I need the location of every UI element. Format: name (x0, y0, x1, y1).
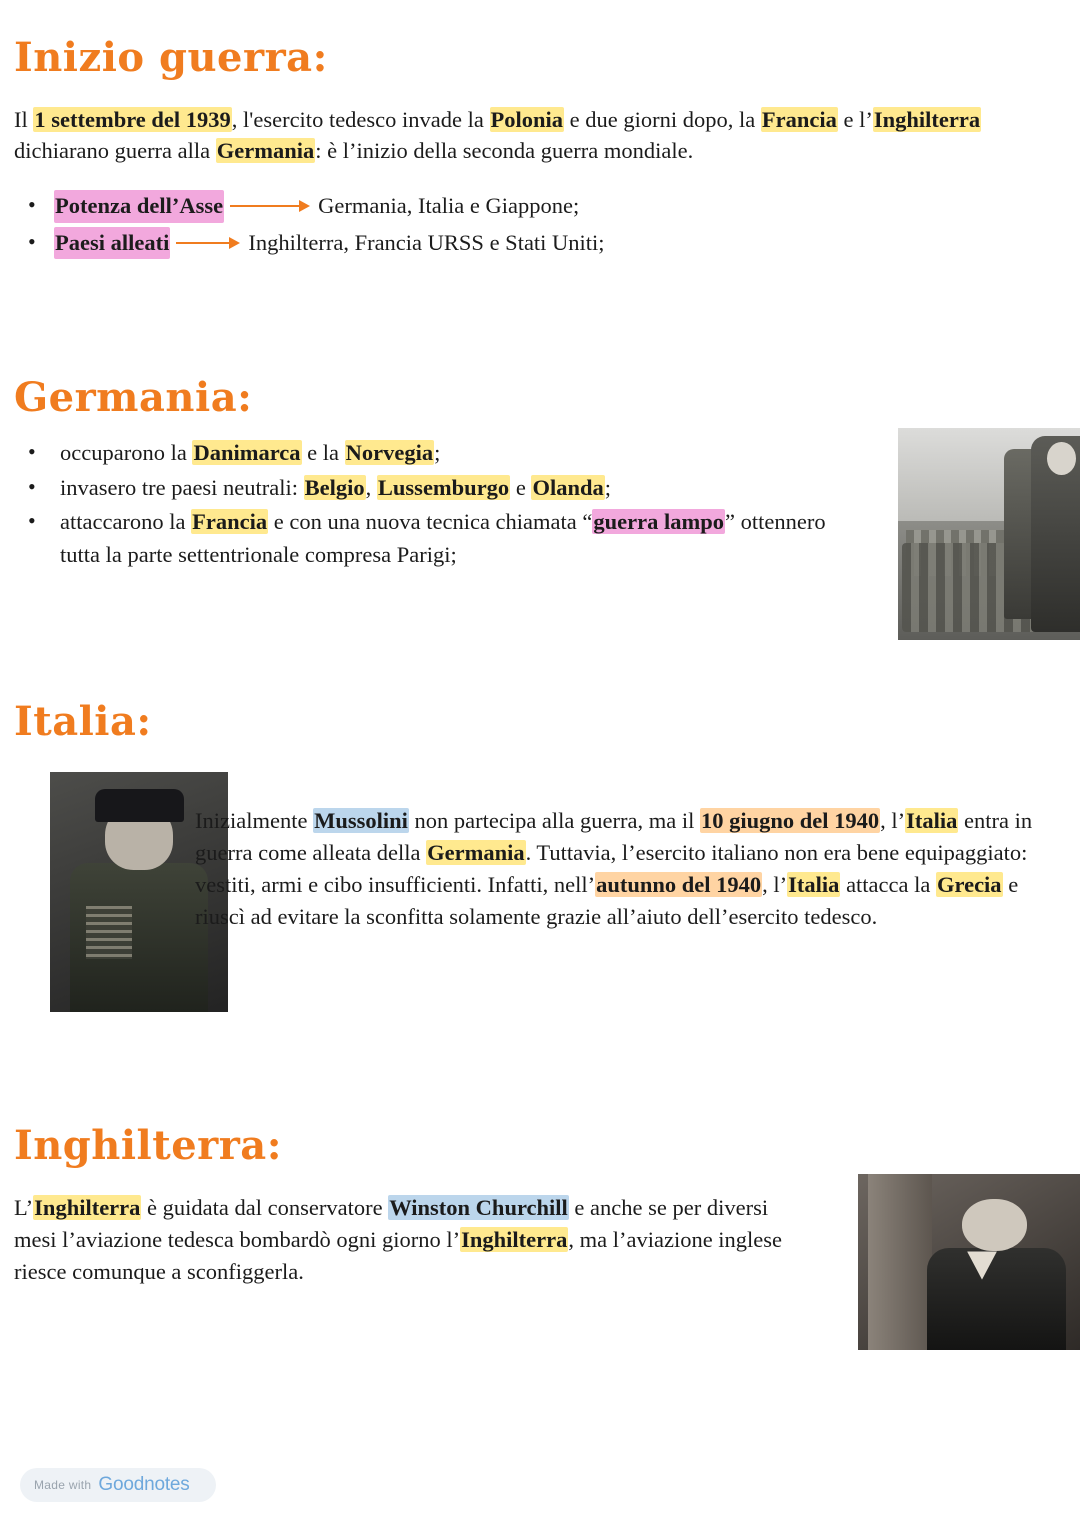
goodnotes-watermark (20, 1468, 216, 1502)
highlight-date-1939: 1 settembre del 1939 (34, 106, 231, 132)
section-inghilterra (14, 1122, 814, 1311)
highlight-francia: Francia (192, 509, 268, 535)
highlight-italia: Italia (906, 807, 958, 833)
text-fragment: non partecipa alla guerra, ma il (408, 807, 700, 833)
text-fragment: e la (301, 440, 345, 465)
heading-inizio-guerra: Inizio guerra: (14, 34, 328, 81)
photo-cap (95, 789, 184, 823)
text-fragment: entra in guerra come alleata della (195, 807, 1033, 865)
value-paesi-alleati: Inghilterra, Francia URSS e Stati Uniti; (248, 229, 605, 255)
arrow-right-icon (176, 242, 238, 244)
label-potenza-asse: • Potenza dell’Asse (54, 190, 224, 223)
list-item (14, 506, 864, 571)
highlight-date-10-giugno-1940: 10 giugno del 1940 (700, 807, 880, 833)
text-fragment: ; (434, 440, 441, 465)
section-germania (14, 374, 864, 574)
list-item (14, 437, 864, 470)
text-fragment: invasero tre paesi neutrali: (60, 474, 304, 500)
highlight-francia: Francia (761, 106, 837, 132)
list-item (14, 472, 864, 505)
text-fragment: e l’ (837, 106, 873, 132)
paragraph-italia (195, 805, 1035, 934)
highlight-germania: Germania (427, 839, 525, 865)
text-fragment: : è l’inizio della seconda guerra mondiale. (315, 138, 694, 164)
photo-officer-main (1031, 436, 1080, 631)
text-fragment: Inizialmente (195, 807, 314, 833)
text-fragment: e con una nuova tecnica chiamata “ (268, 509, 593, 535)
photo-suit (927, 1248, 1066, 1350)
text-fragment: attaccarono la (60, 509, 192, 535)
section-italia (14, 698, 1064, 759)
label-paesi-alleati: • Paesi alleati (54, 227, 170, 260)
highlight-mussolini: Mussolini (314, 807, 408, 833)
highlight-lussemburgo: Lussemburgo (377, 474, 510, 500)
text-fragment: è guidata dal conservatore (141, 1194, 389, 1220)
text-fragment: , ma l’aviazione inglese riesce comunque a sconfiggerla. (14, 1226, 783, 1284)
highlight-norvegia: Norvegia (345, 440, 434, 465)
heading-inghilterra: Inghilterra: (14, 1122, 282, 1169)
highlight-autunno-1940: autunno del 1940 (596, 871, 762, 897)
text-fragment: dichiarano guerra alla (14, 138, 216, 164)
highlight-italia-2: Italia (788, 871, 840, 897)
text-fragment: L’ (14, 1194, 34, 1220)
list-item (14, 227, 1024, 260)
text-fragment: , l’ (762, 871, 788, 897)
photo-medals (86, 906, 132, 959)
list-schieramenti (14, 190, 1024, 259)
value-potenza-asse: Germania, Italia e Giappone; (318, 192, 580, 218)
paragraph-inghilterra (14, 1192, 804, 1289)
text-fragment: ; (604, 474, 611, 500)
text-fragment: . Tuttavia, l’esercito italiano non era bene equipaggiato: vestiti, armi e cibo insufficienti. Infatti, nell’ (195, 839, 1028, 897)
watermark-made-with: Made with (34, 1478, 92, 1492)
text-fragment: ” ottennero tutta la parte settentrionale compresa Parigi; (60, 509, 826, 567)
text-fragment: attacca la (840, 871, 936, 897)
watermark-brand: Goodnotes (98, 1474, 190, 1495)
photo-face (962, 1199, 1026, 1252)
text-fragment: e (510, 474, 532, 500)
section-inizio-guerra (14, 34, 1024, 263)
text-fragment: occuparono la (60, 440, 193, 465)
highlight-winston-churchill: Winston Churchill (389, 1194, 568, 1220)
highlight-inghilterra: Inghilterra (873, 106, 981, 132)
churchill-portrait (858, 1174, 1080, 1350)
highlight-guerra-lampo: guerra lampo (593, 509, 724, 535)
highlight-inghilterra-2: Inghilterra (461, 1226, 568, 1252)
heading-italia: Italia: (14, 698, 152, 745)
highlight-inghilterra: Inghilterra (34, 1194, 141, 1220)
photo-column (868, 1174, 932, 1350)
heading-germania: Germania: (14, 374, 253, 421)
arrow-right-icon (230, 205, 308, 207)
paragraph-inizio-guerra (14, 104, 1009, 168)
soldiers-photo (898, 428, 1080, 640)
text-fragment: e anche se per diversi mesi l’aviazione tedesca bombardò ogni giorno l’ (14, 1194, 769, 1252)
text-fragment: , (365, 474, 377, 500)
text-fragment: Il (14, 106, 34, 132)
text-fragment: , l'esercito tedesco invade la (231, 106, 490, 132)
highlight-grecia: Grecia (937, 871, 1002, 897)
highlight-belgio: Belgio (304, 474, 365, 500)
highlight-germania: Germania (216, 138, 315, 164)
list-germania (14, 437, 864, 572)
highlight-polonia: Polonia (490, 106, 564, 132)
text-fragment: , l’ (880, 807, 906, 833)
text-fragment: e riuscì ad evitare la sconfitta solamente grazie all’aiuto dell’esercito tedesco. (195, 871, 1019, 930)
highlight-olanda: Olanda (532, 474, 604, 500)
text-fragment: e due giorni dopo, la (564, 106, 761, 132)
list-item (14, 190, 1024, 223)
highlight-danimarca: Danimarca (193, 440, 301, 465)
